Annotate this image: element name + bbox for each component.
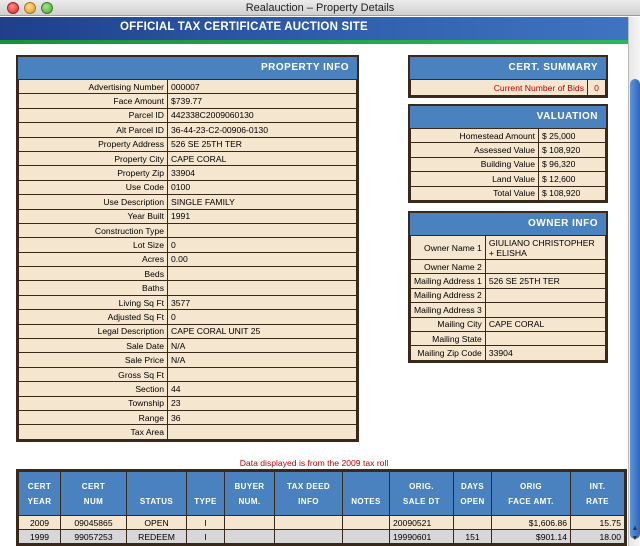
property-info-row — [19, 425, 357, 439]
owner-info-row — [411, 260, 606, 274]
cert-table-cell: 09045865 — [61, 516, 127, 530]
property-info-row — [19, 151, 357, 165]
cert-column-header-line — [343, 479, 389, 494]
cert-table-cell: OPEN — [127, 516, 187, 530]
property-info-value: 3577 — [168, 295, 357, 309]
valuation-row — [411, 186, 606, 200]
cert-column-header — [571, 472, 625, 516]
property-info-row — [19, 252, 357, 266]
bids-count-label: Current Number of Bids — [411, 80, 588, 96]
owner-info-row — [411, 317, 606, 331]
property-info-label: Baths — [19, 281, 168, 295]
cert-column-header — [492, 472, 571, 516]
property-info-label: Gross Sq Ft — [19, 367, 168, 381]
property-info-row — [19, 281, 357, 295]
property-info-value: 33904 — [168, 166, 357, 180]
property-info-row — [19, 382, 357, 396]
property-info-row — [19, 123, 357, 137]
property-info-value: $739.77 — [168, 94, 357, 108]
owner-info-label: Mailing Zip Code — [411, 346, 486, 360]
valuation-label: Assessed Value — [411, 143, 539, 157]
property-info-label: Parcel ID — [19, 108, 168, 122]
property-info-value: N/A — [168, 339, 357, 353]
property-info-row — [19, 108, 357, 122]
owner-info-label: Mailing State — [411, 331, 486, 345]
property-info-value: 1991 — [168, 209, 357, 223]
cert-column-header-line: NUM — [83, 496, 104, 506]
owner-info-value: CAPE CORAL — [485, 317, 605, 331]
cert-table-cell — [343, 530, 390, 544]
property-info-label: Property Address — [19, 137, 168, 151]
cert-column-header-line: CERT — [81, 481, 106, 491]
cert-column-header-line: YEAR — [27, 496, 52, 506]
cert-column-header-line: NOTES — [351, 496, 381, 506]
scrollbar-thumb[interactable] — [630, 79, 640, 539]
cert-table-cell: $1,606.86 — [492, 516, 571, 530]
property-info-label: Construction Type — [19, 223, 168, 237]
owner-info-label: Mailing Address 3 — [411, 303, 486, 317]
owner-info-row — [411, 303, 606, 317]
valuation-row — [411, 143, 606, 157]
vertical-scrollbar[interactable] — [628, 17, 640, 546]
owner-info-value — [485, 260, 605, 274]
property-info-label: Year Built — [19, 209, 168, 223]
tax-roll-note: Data displayed is from the 2009 tax roll — [239, 458, 389, 468]
property-info-row — [19, 310, 357, 324]
property-info-value: 442338C2009060130 — [168, 108, 357, 122]
property-info-value: 0100 — [168, 180, 357, 194]
scroll-up-arrow-icon[interactable]: ▲ — [631, 525, 639, 532]
window-title: Realauction – Property Details — [245, 2, 395, 14]
cert-column-header-line: ORIG. — [409, 481, 434, 491]
cert-column-header-line: INT. — [589, 481, 606, 491]
property-info-panel — [16, 55, 359, 442]
cert-table-cell: 1999 — [19, 530, 61, 544]
property-info-value: CAPE CORAL UNIT 25 — [168, 324, 357, 338]
cert-table-cell: 15.75 — [571, 516, 625, 530]
property-info-label: Face Amount — [19, 94, 168, 108]
cert-column-header — [19, 472, 61, 516]
cert-column-header-line: BUYER — [234, 481, 265, 491]
owner-info-value: GIULIANO CHRISTOPHER + ELISHA — [485, 236, 605, 260]
cert-column-header-line: RATE — [586, 496, 609, 506]
property-info-value — [168, 367, 357, 381]
property-info-label: Legal Description — [19, 324, 168, 338]
owner-info-value — [485, 331, 605, 345]
owner-info-panel — [408, 211, 608, 363]
property-info-value: 36 — [168, 410, 357, 424]
property-info-row — [19, 396, 357, 410]
cert-column-header — [390, 472, 454, 516]
valuation-row — [411, 172, 606, 186]
cert-column-header — [454, 472, 492, 516]
cert-table-cell: 19990601 — [390, 530, 454, 544]
cert-column-header-line — [127, 479, 186, 494]
property-info-label: Alt Parcel ID — [19, 123, 168, 137]
cert-table-cell: 20090521 — [390, 516, 454, 530]
valuation-value: $ 96,320 — [539, 157, 606, 171]
property-info-label: Township — [19, 396, 168, 410]
owner-info-label: Mailing City — [411, 317, 486, 331]
cert-column-header — [343, 472, 390, 516]
property-info-label: Acres — [19, 252, 168, 266]
valuation-label: Total Value — [411, 186, 539, 200]
property-info-value: SINGLE FAMILY — [168, 195, 357, 209]
cert-table-row[interactable] — [19, 530, 625, 544]
cert-table-cell: 2009 — [19, 516, 61, 530]
valuation-heading: VALUATION — [410, 106, 606, 128]
site-title: OFFICIAL TAX CERTIFICATE AUCTION SITE — [120, 21, 368, 33]
cert-summary-heading: CERT. SUMMARY — [410, 57, 606, 79]
property-info-value: N/A — [168, 353, 357, 367]
property-info-label: Adjusted Sq Ft — [19, 310, 168, 324]
cert-column-header-line: CERT — [27, 481, 52, 491]
cert-column-header — [61, 472, 127, 516]
cert-table-cell — [343, 516, 390, 530]
property-info-row — [19, 223, 357, 237]
cert-column-header — [225, 472, 275, 516]
valuation-value: $ 25,000 — [539, 129, 606, 143]
valuation-row — [411, 129, 606, 143]
certificates-table — [16, 469, 627, 546]
valuation-label: Land Value — [411, 172, 539, 186]
cert-table-cell — [454, 516, 492, 530]
cert-column-header-line: INFO — [298, 496, 319, 506]
property-info-row — [19, 166, 357, 180]
valuation-table — [410, 128, 606, 201]
property-info-label: Property City — [19, 151, 168, 165]
cert-table-cell — [275, 530, 343, 544]
owner-info-row — [411, 288, 606, 302]
property-info-row — [19, 80, 357, 94]
owner-info-value: 526 SE 25TH TER — [485, 274, 605, 288]
cert-table-row[interactable] — [19, 516, 625, 530]
scroll-down-arrow-icon[interactable]: ▼ — [631, 535, 639, 542]
valuation-value: $ 108,920 — [539, 143, 606, 157]
property-info-row — [19, 238, 357, 252]
cert-summary-panel — [408, 55, 608, 98]
property-info-label: Beds — [19, 267, 168, 281]
cert-table-cell: I — [187, 530, 225, 544]
property-info-value — [168, 425, 357, 439]
owner-info-label: Mailing Address 1 — [411, 274, 486, 288]
cert-table-cell: REDEEM — [127, 530, 187, 544]
owner-info-heading: OWNER INFO — [410, 213, 606, 235]
property-info-row — [19, 94, 357, 108]
property-info-value — [168, 281, 357, 295]
owner-info-row — [411, 236, 606, 260]
cert-column-header-line: OPEN — [460, 496, 485, 506]
cert-table-cell — [225, 516, 275, 530]
property-info-label: Tax Area — [19, 425, 168, 439]
property-info-label: Living Sq Ft — [19, 295, 168, 309]
cert-column-header-line: SALE DT — [402, 496, 441, 506]
cert-column-header-line: STATUS — [139, 496, 174, 506]
property-info-row — [19, 195, 357, 209]
property-info-row — [19, 137, 357, 151]
window-titlebar — [0, 0, 640, 16]
property-info-row — [19, 410, 357, 424]
property-info-value: 0 — [168, 310, 357, 324]
property-info-value — [168, 223, 357, 237]
property-info-label: Lot Size — [19, 238, 168, 252]
property-info-row — [19, 180, 357, 194]
property-info-row — [19, 209, 357, 223]
property-info-value: 0 — [168, 238, 357, 252]
property-info-label: Range — [19, 410, 168, 424]
cert-column-header-line: NUM. — [238, 496, 261, 506]
property-info-label: Section — [19, 382, 168, 396]
valuation-value: $ 108,920 — [539, 186, 606, 200]
cert-table-cell: 151 — [454, 530, 492, 544]
owner-info-row — [411, 346, 606, 360]
owner-info-value — [485, 288, 605, 302]
property-info-label: Use Code — [19, 180, 168, 194]
cert-column-header-line: FACE AMT. — [508, 496, 554, 506]
property-info-value: 526 SE 25TH TER — [168, 137, 357, 151]
cert-column-header-line: TAX DEED — [286, 481, 331, 491]
property-info-label: Sale Price — [19, 353, 168, 367]
property-info-value: 0.00 — [168, 252, 357, 266]
cert-column-header-line: TYPE — [194, 496, 217, 506]
property-info-value: 000007 — [168, 80, 357, 94]
valuation-panel — [408, 104, 608, 203]
owner-info-label: Owner Name 1 — [411, 236, 486, 260]
property-info-value — [168, 267, 357, 281]
valuation-label: Building Value — [411, 157, 539, 171]
property-info-row — [19, 353, 357, 367]
cert-table-cell: $901.14 — [492, 530, 571, 544]
owner-info-value: 33904 — [485, 346, 605, 360]
cert-summary-table — [410, 79, 606, 96]
cert-table-cell — [225, 530, 275, 544]
property-info-row — [19, 339, 357, 353]
property-info-label: Advertising Number — [19, 80, 168, 94]
cert-column-header-line — [187, 479, 224, 494]
property-info-row — [19, 324, 357, 338]
cert-table-cell: I — [187, 516, 225, 530]
cert-column-header-line: DAYS — [460, 481, 485, 491]
cert-column-header — [275, 472, 343, 516]
property-info-value: 44 — [168, 382, 357, 396]
property-info-table — [18, 79, 357, 440]
owner-info-row — [411, 331, 606, 345]
owner-info-label: Mailing Address 2 — [411, 288, 486, 302]
owner-info-row — [411, 274, 606, 288]
property-info-row — [19, 267, 357, 281]
property-info-row — [19, 367, 357, 381]
property-info-value: CAPE CORAL — [168, 151, 357, 165]
banner-stripe — [0, 40, 628, 44]
valuation-row — [411, 157, 606, 171]
owner-info-table — [410, 235, 606, 361]
cert-table-cell: 99057253 — [61, 530, 127, 544]
property-info-label: Sale Date — [19, 339, 168, 353]
owner-info-label: Owner Name 2 — [411, 260, 486, 274]
property-info-label: Use Description — [19, 195, 168, 209]
cert-table-cell — [275, 516, 343, 530]
valuation-value: $ 12,600 — [539, 172, 606, 186]
property-info-heading: PROPERTY INFO — [18, 57, 357, 79]
property-info-value: 23 — [168, 396, 357, 410]
cert-column-header — [127, 472, 187, 516]
cert-column-header-line: ORIG — [519, 481, 543, 491]
owner-info-value — [485, 303, 605, 317]
bids-count-value: 0 — [588, 80, 606, 96]
cert-column-header — [187, 472, 225, 516]
property-info-value: 36-44-23-C2-00906-0130 — [168, 123, 357, 137]
property-info-row — [19, 295, 357, 309]
valuation-label: Homestead Amount — [411, 129, 539, 143]
property-info-label: Property Zip — [19, 166, 168, 180]
site-banner — [0, 17, 628, 40]
cert-table-cell: 18.00 — [571, 530, 625, 544]
